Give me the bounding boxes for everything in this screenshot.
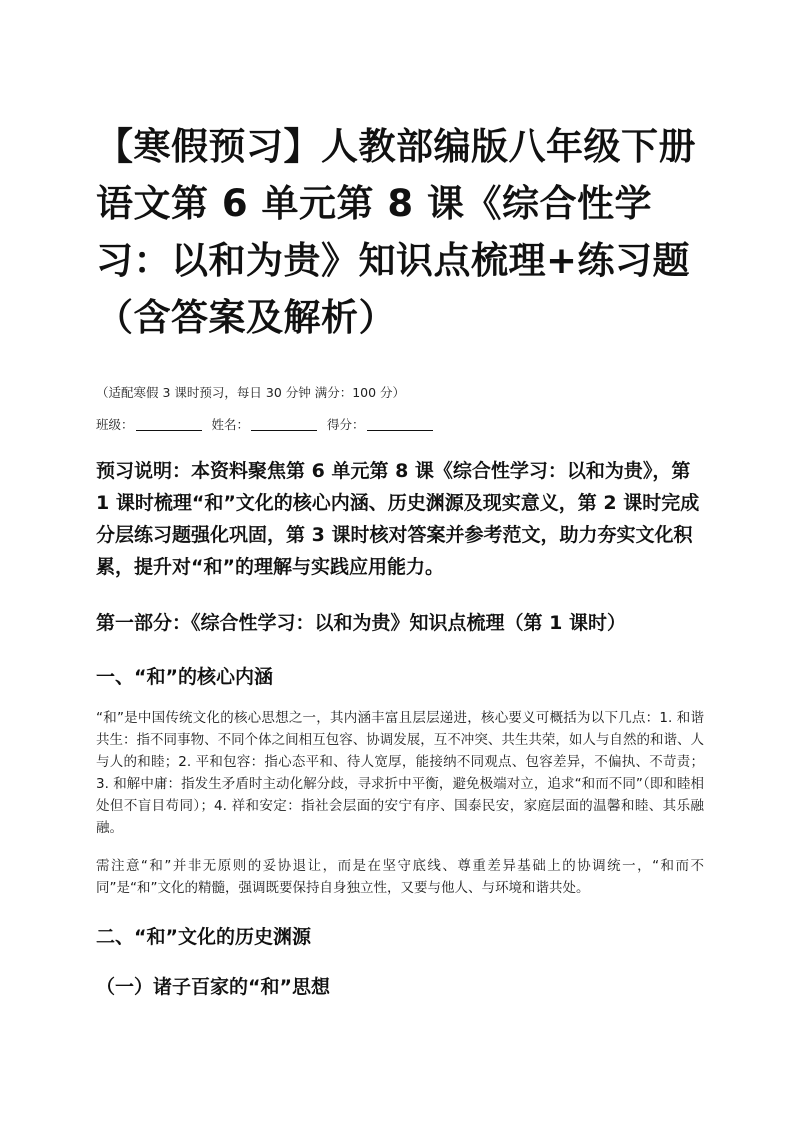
class-label: 班级： [96,417,134,432]
subsection-one-heading: （一）诸子百家的“和”思想 [96,976,330,998]
score-blank [367,417,433,431]
section-two-heading: 二、“和”文化的历史渊源 [96,926,311,948]
score-label: 得分： [327,417,365,432]
part-one-heading: 第一部分：《综合性学习：以和为贵》知识点梳理（第 1 课时） [96,612,626,634]
name-label: 姓名： [211,417,250,432]
section-one-paragraph-1: “和”是中国传统文化的核心思想之一，其内涵丰富且层层递进，核心要义可概括为以下几点：1. 和谐共生：指不同事物、不同个体之间相互包容、协调发展，互不冲突、共生共荣，如人与自然的和谐、人与人的和睦；2. 平和包容：指心态平和、待人宽厚，能接纳不同观点、包容差异，不偏执、不苛责；3. 和解中庸：指发生矛盾时主动化解分歧，寻求折中平衡，避免极端对立，追求“和而不同”（即和睦相处但不盲目苟同）；4. 祥和安定：指社会层面的安宁有序、国泰民安，家庭层面的温馨和睦、其乐融融。 [96,710,704,836]
student-info-fields [96,415,706,435]
class-blank [136,417,202,431]
preview-instructions: 预习说明：本资料聚焦第 6 单元第 8 课《综合性学习：以和为贵》，第 1 课时梳理“和”文化的核心内涵、历史渊源及现实意义，第 2 课时完成分层练习题强化巩固，第 3 课时核对答案并参考范文，助力夯实文化积累，提升对“和”的理解与实践应用能力。 [96,460,700,578]
name-blank [251,417,317,431]
section-one-paragraph-2: 需注意“和”并非无原则的妥协退让，而是在坚守底线、尊重差异基础上的协调统一，“和而不同”是“和”文化的精髓，强调既要保持自身独立性，又要与他人、与环境和谐共处。 [96,858,704,896]
course-meta-info: （适配寒假 3 课时预习，每日 30 分钟 满分：100 分） [96,385,406,400]
document-title: 【寒假预习】人教部编版八年级下册语文第 6 单元第 8 课《综合性学习：以和为贵》知识点梳理+练习题（含答案及解析） [96,125,696,339]
section-one-heading: 一、“和”的核心内涵 [96,666,273,688]
